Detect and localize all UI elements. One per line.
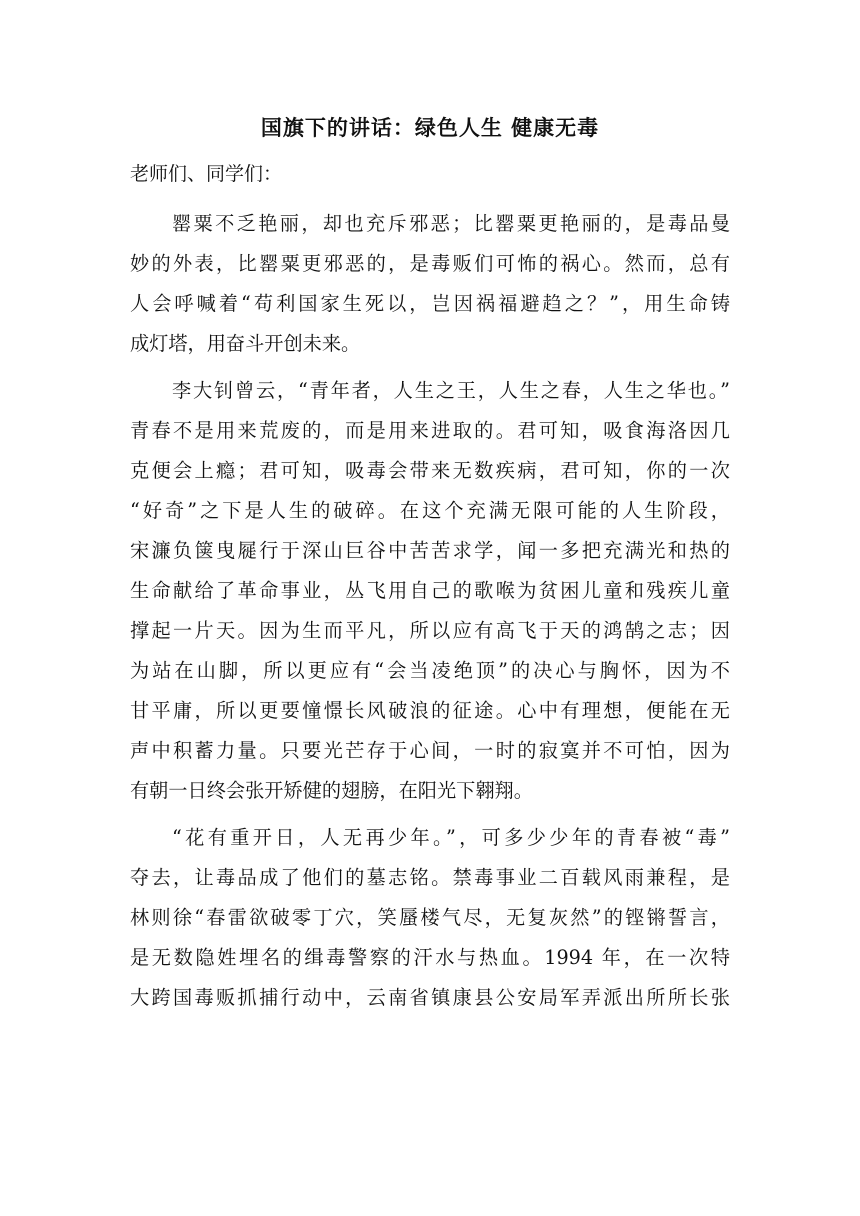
paragraph-line: 宋濂负箧曳屣行于深山巨谷中苦苦求学，闻一多把充满光和热的: [130, 539, 730, 562]
paragraph-line: 为站在山脚，所以更应有“会当凌绝顶”的决心与胸怀，因为不: [130, 659, 730, 682]
paragraph: [130, 204, 730, 364]
paragraph: [130, 371, 730, 811]
paragraph-line: 撑起一片天。因为生而平凡，所以应有高飞于天的鸿鹄之志；因: [130, 619, 730, 642]
paragraph-line: 罂粟不乏艳丽，却也充斥邪恶；比罂粟更艳丽的，是毒品曼: [172, 212, 730, 235]
paragraph-line: 声中积蓄力量。只要光芒存于心间，一时的寂寞并不可怕，因为: [130, 739, 730, 762]
paragraph-line: 夺去，让毒品成了他们的墓志铭。禁毒事业二百载风雨兼程，是: [130, 866, 730, 889]
paragraph-line: 甘平庸，所以更要憧憬长风破浪的征途。心中有理想，便能在无: [130, 699, 730, 722]
document-title: 国旗下的讲话：绿色人生 健康无毒: [260, 115, 600, 140]
paragraph-line: 生命献给了革命事业，丛飞用自己的歌喉为贫困儿童和残疾儿童: [130, 579, 730, 602]
paragraph-line: 妙的外表，比罂粟更邪恶的，是毒贩们可怖的祸心。然而，总有: [130, 252, 730, 275]
paragraph-line: 青春不是用来荒废的，而是用来进取的。君可知，吸食海洛因几: [130, 419, 730, 442]
paragraph-line: “花有重开日，人无再少年。”，可多少少年的青春被“毒”: [172, 826, 730, 849]
paragraph-line: 克便会上瘾；君可知，吸毒会带来无数疾病，君可知，你的一次: [130, 459, 730, 482]
paragraph-line: 人会呼喊着“苟利国家生死以，岂因祸福避趋之？”，用生命铸: [130, 292, 730, 315]
paragraph-line: 李大钊曾云，“青年者，人生之王，人生之春，人生之华也。”: [172, 379, 730, 402]
paragraph-line: 大跨国毒贩抓捕行动中，云南省镇康县公安局军弄派出所所长张: [130, 986, 730, 1009]
paragraph-line: 成灯塔，用奋斗开创未来。: [130, 332, 361, 355]
paragraph-line: “好奇”之下是人生的破碎。在这个充满无限可能的人生阶段，: [130, 499, 730, 522]
document-body: [130, 204, 730, 1025]
paragraph-line: 有朝一日终会张开矫健的翅膀，在阳光下翱翔。: [130, 779, 533, 802]
paragraph-line: 林则徐“春雷欲破零丁穴，笑蜃楼气尽，无复灰然”的铿锵誓言，: [130, 906, 730, 929]
paragraph: [130, 818, 730, 1018]
salutation: 老师们、同学们：: [130, 163, 283, 185]
paragraph-line: 是无数隐姓埋名的缉毒警察的汗水与热血。1994 年，在一次特: [130, 946, 730, 969]
